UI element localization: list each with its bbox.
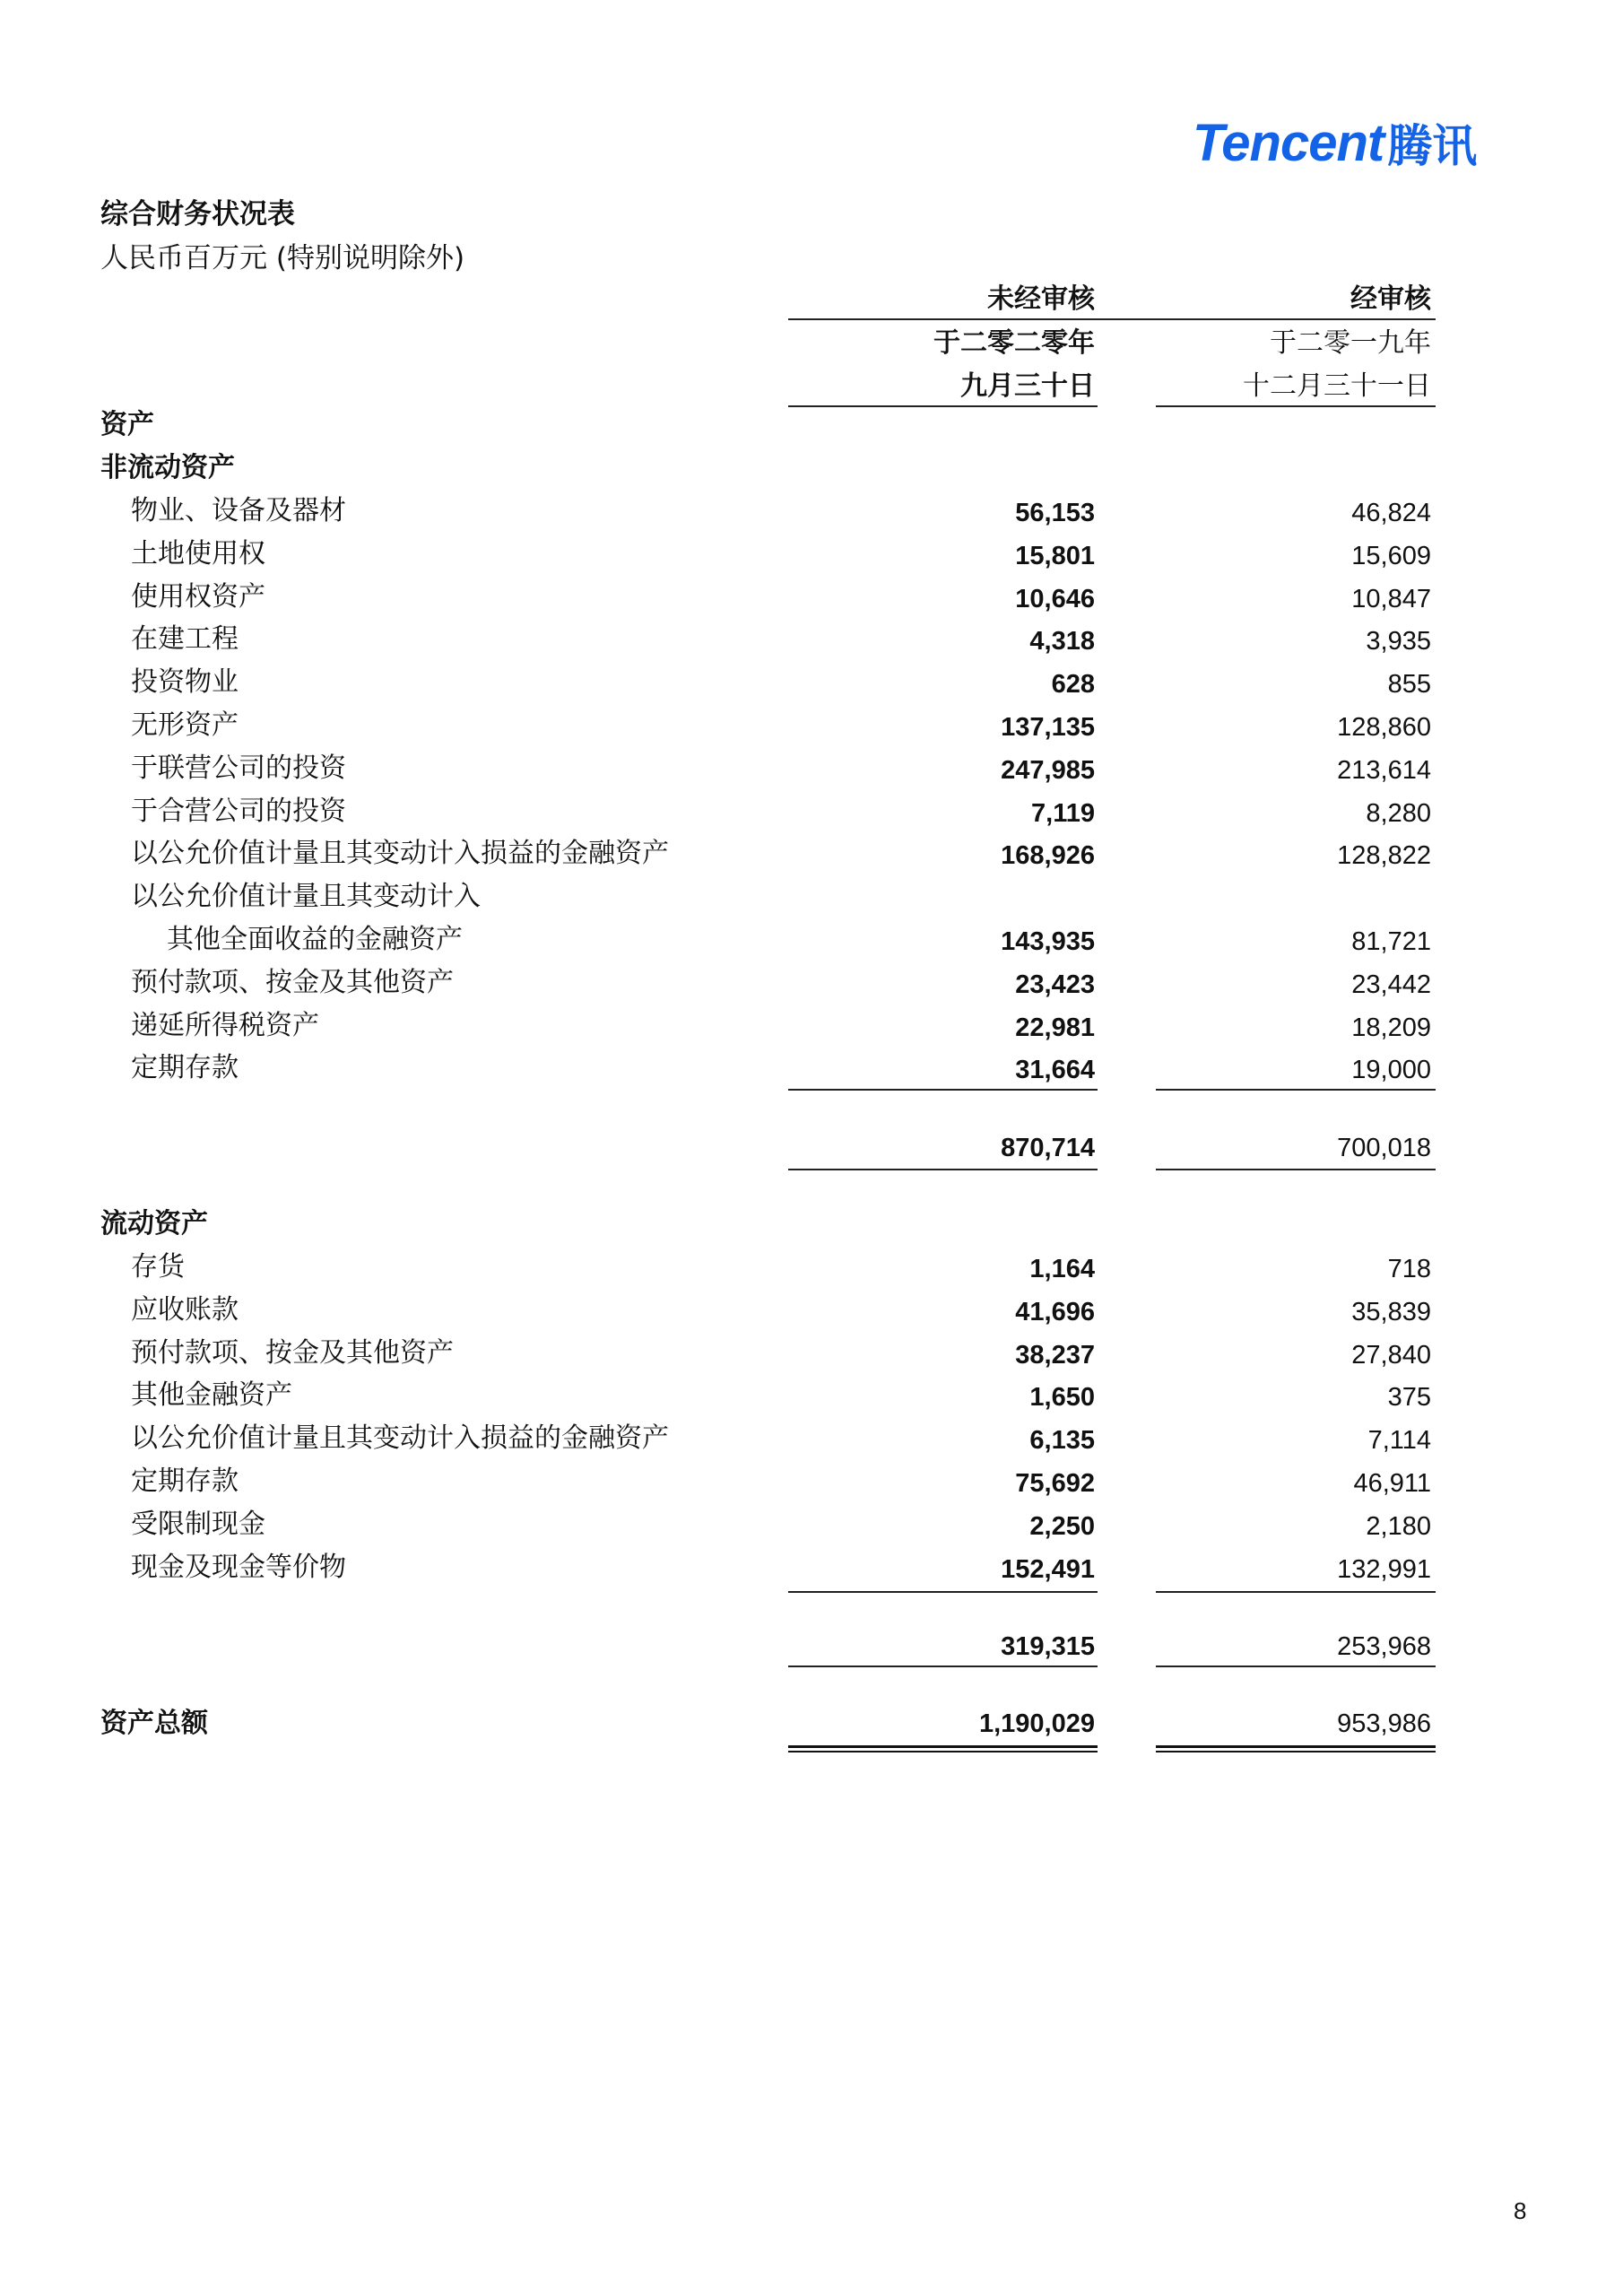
line-item-label: 应收账款 xyxy=(131,1293,239,1326)
col2-non-current-total-rule xyxy=(1156,1169,1436,1170)
tencent-logo xyxy=(1193,111,1477,174)
statement-title: 综合财务状况表 xyxy=(100,198,295,230)
total-assets-prev: 953,986 xyxy=(1337,1709,1431,1738)
line-item-label-continued: 其他全面收益的金融资产 xyxy=(167,924,463,955)
line-item-label: 于合营公司的投资 xyxy=(131,795,346,827)
value-current-period: 56,153 xyxy=(1015,499,1095,527)
value-current-period: 168,926 xyxy=(1001,841,1095,871)
total-assets-label: 资产总额 xyxy=(100,1708,208,1739)
value-current-period: 15,801 xyxy=(1015,541,1095,570)
section-current-assets: 流动资产 xyxy=(100,1208,208,1239)
value-prior-period: 27,840 xyxy=(1351,1340,1431,1370)
line-item-label: 预付款项、按金及其他资产 xyxy=(131,1336,454,1369)
value-current-period: 628 xyxy=(1051,670,1095,700)
col1-current-total-rule xyxy=(788,1665,1098,1667)
col1-audit-status: 未经审核 xyxy=(987,283,1095,315)
value-prior-period: 46,911 xyxy=(1353,1469,1431,1498)
line-item-label: 定期存款 xyxy=(131,1052,239,1084)
value-current-period: 152,491 xyxy=(1001,1554,1095,1584)
col1-non-current-rule xyxy=(788,1089,1098,1091)
line-item-label: 投资物业 xyxy=(131,666,239,699)
section-assets: 资产 xyxy=(100,409,154,440)
value-current-period: 7,119 xyxy=(1031,798,1095,828)
value-prior-period: 132,991 xyxy=(1337,1554,1431,1584)
value-prior-period: 128,822 xyxy=(1337,841,1431,871)
value-current-period: 23,423 xyxy=(1015,970,1095,999)
line-item-label: 以公允价值计量且其变动计入损益的金融资产 xyxy=(131,1422,669,1455)
col2-non-current-rule xyxy=(1156,1089,1436,1091)
value-prior-period: 855 xyxy=(1387,670,1431,700)
logo-text-en: Tencent xyxy=(1193,113,1384,172)
value-current-period: 247,985 xyxy=(1001,755,1095,785)
currency-note: 人民币百万元 (特别说明除外) xyxy=(100,242,465,274)
total-assets-cur: 1,190,029 xyxy=(978,1709,1095,1738)
col1-date-line2: 九月三十日 xyxy=(960,370,1095,402)
value-current-period: 38,237 xyxy=(1015,1340,1095,1370)
value-current-period: 31,664 xyxy=(1015,1056,1095,1085)
value-current-period: 1,164 xyxy=(1029,1255,1095,1283)
col1-total-double-rule-top xyxy=(788,1745,1098,1748)
line-item-label: 定期存款 xyxy=(131,1465,239,1497)
line-item-label: 以公允价值计量且其变动计入损益的金融资产 xyxy=(131,838,669,870)
value-prior-period: 8,280 xyxy=(1366,798,1431,828)
value-current-period: 41,696 xyxy=(1015,1297,1095,1326)
value-prior-period: 2,180 xyxy=(1366,1511,1431,1541)
non-current-total-prev: 700,018 xyxy=(1337,1134,1431,1162)
value-prior-period: 128,860 xyxy=(1337,713,1431,742)
line-item-label: 在建工程 xyxy=(131,623,239,656)
page-number: 8 xyxy=(1514,2197,1527,2224)
value-current-period: 1,650 xyxy=(1029,1383,1095,1413)
value-current-period: 10,646 xyxy=(1015,584,1095,613)
col1-current-rule xyxy=(788,1591,1098,1593)
line-item-label: 其他金融资产 xyxy=(131,1379,292,1412)
current-total-cur: 319,315 xyxy=(1001,1632,1095,1661)
value-prior-period: 35,839 xyxy=(1351,1297,1431,1326)
value-prior-period: 3,935 xyxy=(1366,627,1431,657)
value-prior-period: 718 xyxy=(1387,1255,1431,1283)
value-prior-period: 46,824 xyxy=(1351,499,1431,527)
value-current-period: 6,135 xyxy=(1029,1426,1095,1456)
section-non-current-assets: 非流动资产 xyxy=(100,452,235,483)
col1-header-bottom-rule xyxy=(788,405,1098,407)
value-current-period: 137,135 xyxy=(1001,713,1095,742)
line-item-label: 于联营公司的投资 xyxy=(131,752,346,784)
value-current-period: 4,318 xyxy=(1029,627,1095,657)
col2-total-double-rule-top xyxy=(1156,1745,1436,1748)
line-item-label: 受限制现金 xyxy=(131,1508,265,1540)
line-item-label: 物业、设备及器材 xyxy=(131,495,346,526)
value-prior-period: 19,000 xyxy=(1351,1056,1431,1085)
non-current-total-cur: 870,714 xyxy=(1001,1134,1095,1162)
logo-text-cn: 腾讯 xyxy=(1387,120,1478,172)
value-prior-period: 23,442 xyxy=(1351,970,1431,999)
line-item-label: 现金及现金等价物 xyxy=(131,1551,346,1583)
value-prior-period: 81,721 xyxy=(1351,927,1431,956)
value-prior-period: 10,847 xyxy=(1351,584,1431,613)
value-prior-period: 18,209 xyxy=(1351,1013,1431,1042)
line-item-label: 递延所得税资产 xyxy=(131,1009,319,1041)
col2-total-double-rule-bottom xyxy=(1156,1751,1436,1752)
value-current-period: 143,935 xyxy=(1001,927,1095,956)
value-current-period: 2,250 xyxy=(1029,1511,1095,1541)
col2-audit-status: 经审核 xyxy=(1350,283,1431,315)
col2-date-line2: 十二月三十一日 xyxy=(1243,370,1431,402)
col2-current-rule xyxy=(1156,1591,1436,1593)
value-current-period: 22,981 xyxy=(1015,1013,1095,1042)
current-total-prev: 253,968 xyxy=(1337,1632,1431,1661)
col2-current-total-rule xyxy=(1156,1665,1436,1667)
line-item-label: 预付款项、按金及其他资产 xyxy=(131,966,454,998)
value-prior-period: 15,609 xyxy=(1351,541,1431,570)
value-prior-period: 7,114 xyxy=(1367,1426,1431,1456)
col1-date-line1: 于二零二零年 xyxy=(933,327,1095,359)
line-item-label: 使用权资产 xyxy=(131,580,265,613)
line-item-label: 以公允价值计量且其变动计入 xyxy=(131,881,481,913)
value-current-period: 75,692 xyxy=(1015,1469,1095,1498)
col1-non-current-total-rule xyxy=(788,1169,1098,1170)
col2-date-line1: 于二零一九年 xyxy=(1270,327,1431,359)
line-item-label: 无形资产 xyxy=(131,709,239,741)
line-item-label: 存货 xyxy=(131,1251,185,1283)
col2-header-bottom-rule xyxy=(1156,405,1436,407)
line-item-label: 土地使用权 xyxy=(131,537,265,570)
col1-total-double-rule-bottom xyxy=(788,1751,1098,1752)
value-prior-period: 213,614 xyxy=(1337,755,1431,785)
value-prior-period: 375 xyxy=(1387,1383,1431,1413)
